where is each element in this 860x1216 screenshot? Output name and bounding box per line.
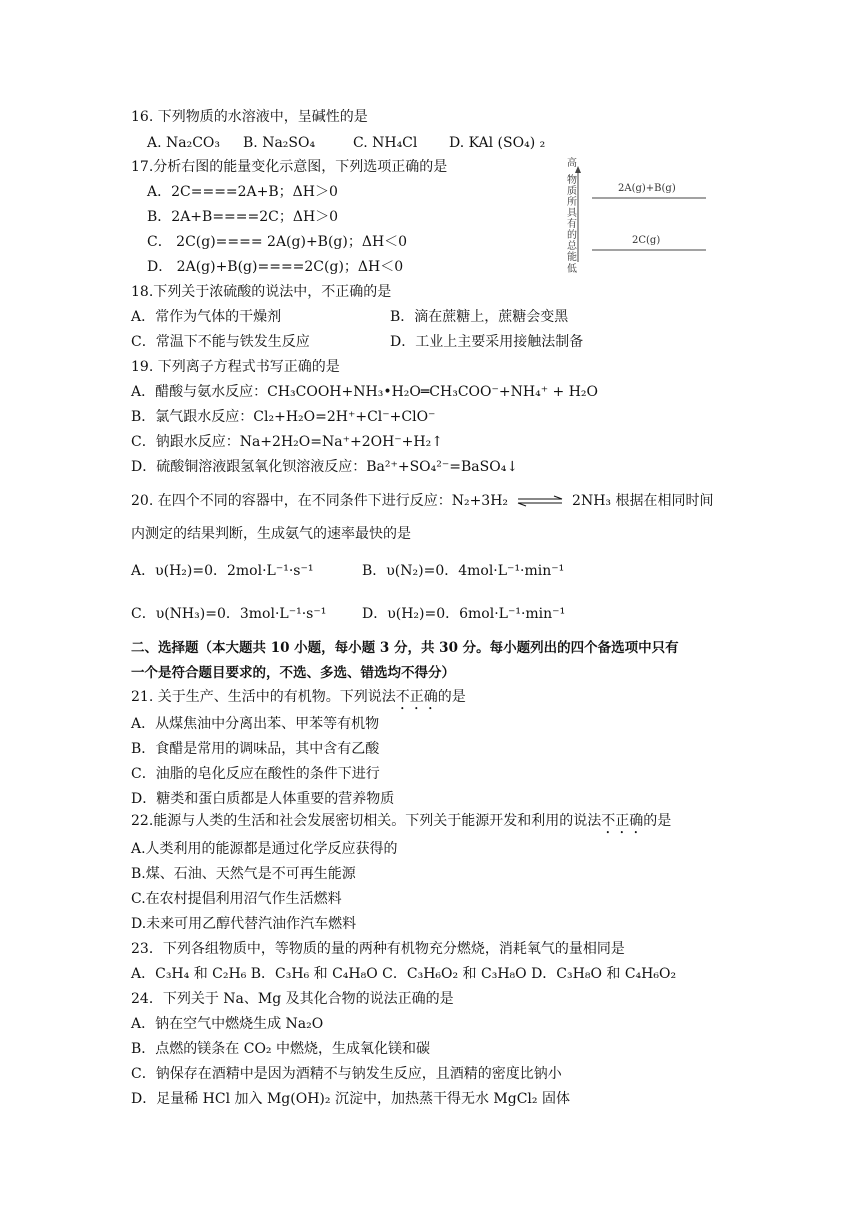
q20-option-b: B．υ(N₂)=0．4mol·L⁻¹·min⁻¹ bbox=[362, 563, 565, 579]
q22-option-d: D.未来可用乙醇代替汽油作汽车燃料 bbox=[131, 916, 357, 932]
q21-emphasis: 不正确 bbox=[395, 689, 438, 705]
q20-stem-part-a: 20. 在四个不同的容器中，在不同条件下进行反应：N₂+3H₂ bbox=[131, 493, 509, 509]
q22-option-b: B.煤、石油、天然气是不可再生能源 bbox=[131, 866, 356, 882]
q20-stem-line1 bbox=[131, 492, 713, 510]
q19-option-a: A．醋酸与氨水反应：CH₃COOH+NH₃•H₂O═CH₃COO⁻+NH₄⁺ + H₂O bbox=[131, 384, 599, 400]
q20-stem-part-b: 2NH₃ 根据在相同时间 bbox=[572, 493, 714, 509]
section2-heading-line2: 一个是符合题目要求的，不选、多选、错选均不得分） bbox=[131, 665, 455, 681]
q18-option-c: C．常温下不能与铁发生反应 bbox=[131, 334, 310, 350]
q19-option-d: D．硫酸铜溶液跟氢氧化钡溶液反应：Ba²⁺+SO₄²⁻=BaSO₄↓ bbox=[131, 459, 519, 475]
q16-option-b: B. Na₂SO₄ bbox=[243, 135, 316, 151]
q18-option-b: B．滴在蔗糖上，蔗糖会变黑 bbox=[390, 309, 569, 325]
q22-option-c: C.在农村提倡利用沼气作生活燃料 bbox=[131, 891, 342, 907]
q17-option-b: B．2A+B====2C；ΔH＞0 bbox=[147, 209, 339, 225]
q20-option-d: D．υ(H₂)=0．6mol·L⁻¹·min⁻¹ bbox=[362, 606, 566, 622]
lower-level-label: 2C(g) bbox=[632, 235, 661, 246]
q22-option-a: A.人类利用的能源都是通过化学反应获得的 bbox=[131, 841, 398, 857]
q24-option-b: B．点燃的镁条在 CO₂ 中燃烧，生成氧化镁和碳 bbox=[131, 1041, 430, 1057]
q17-option-c: C． 2C(g)==== 2A(g)+B(g)；ΔH＜0 bbox=[147, 234, 408, 250]
diagram-axis-text: 物 质 所 具 有 的 总 能 bbox=[567, 175, 577, 263]
q18-option-d: D．工业上主要采用接触法制备 bbox=[390, 334, 584, 350]
q21-option-c: C．油脂的皂化反应在酸性的条件下进行 bbox=[131, 766, 380, 782]
energy-diagram bbox=[560, 158, 720, 278]
q20-option-a: A．υ(H₂)=0．2mol·L⁻¹·s⁻¹ bbox=[131, 563, 314, 579]
q18-option-a: A．常作为气体的干燥剂 bbox=[131, 309, 282, 325]
equilibrium-arrow-icon bbox=[516, 495, 564, 507]
q21-stem: 21. 关于生产、生活中的有机物。下列说法不正确的是 bbox=[131, 689, 466, 705]
q22-emphasis: 不正确 bbox=[601, 813, 644, 829]
q21-option-b: B．食醋是常用的调味品，其中含有乙酸 bbox=[131, 741, 380, 757]
q24-option-a: A．钠在空气中燃烧生成 Na₂O bbox=[131, 1016, 324, 1032]
q22-stem: 22.能源与人类的生活和社会发展密切相关。下列关于能源开发和利用的说法不正确的是 bbox=[131, 813, 672, 829]
q21-option-a: A．从煤焦油中分离出苯、甲苯等有机物 bbox=[131, 716, 380, 732]
diagram-bottom-label: 低 bbox=[567, 264, 577, 275]
q23-options: A．C₃H₄ 和 C₂H₆ B．C₃H₆ 和 C₄H₈O C．C₃H₆O₂ 和 C₃H₈O D．C₃H₈O 和 C₄H₆O₂ bbox=[131, 966, 677, 982]
q23-stem: 23．下列各组物质中，等物质的量的两种有机物充分燃烧，消耗氧气的量相同是 bbox=[131, 941, 625, 957]
q20-option-c: C．υ(NH₃)=0．3mol·L⁻¹·s⁻¹ bbox=[131, 606, 327, 622]
q16-option-c: C. NH₄Cl bbox=[353, 135, 418, 151]
q19-option-c: C．钠跟水反应：Na+2H₂O=Na⁺+2OH⁻+H₂↑ bbox=[131, 434, 443, 450]
section2-heading-line1: 二、选择题（本大题共 10 小题，每小题 3 分，共 30 分。每小题列出的四个备选项中只有 bbox=[131, 640, 679, 656]
q24-stem: 24．下列关于 Na、Mg 及其化合物的说法正确的是 bbox=[131, 991, 454, 1007]
q19-stem: 19. 下列离子方程式书写正确的是 bbox=[131, 359, 340, 375]
diagram-axes bbox=[560, 158, 720, 278]
diagram-top-label: 高 bbox=[567, 158, 577, 169]
q16-stem: 16. 下列物质的水溶液中，呈碱性的是 bbox=[131, 109, 368, 125]
q20-stem-line2: 内测定的结果判断，生成氨气的速率最快的是 bbox=[131, 526, 411, 542]
q16-option-a: A. Na₂CO₃ bbox=[147, 135, 221, 151]
q17-stem: 17.分析右图的能量变化示意图，下列选项正确的是 bbox=[131, 159, 448, 175]
q18-stem: 18.下列关于浓硫酸的说法中，不正确的是 bbox=[131, 284, 392, 300]
q16-option-d: D. KAl (SO₄) ₂ bbox=[449, 135, 546, 151]
q19-option-b: B．氯气跟水反应：Cl₂+H₂O=2H⁺+Cl⁻+ClO⁻ bbox=[131, 409, 436, 425]
upper-level-label: 2A(g)+B(g) bbox=[618, 183, 676, 194]
q21-option-d: D．糖类和蛋白质都是人体重要的营养物质 bbox=[131, 791, 395, 807]
q24-option-d: D．足量稀 HCl 加入 Mg(OH)₂ 沉淀中，加热蒸干得无水 MgCl₂ 固体 bbox=[131, 1091, 570, 1107]
q24-option-c: C．钠保存在酒精中是因为酒精不与钠发生反应，且酒精的密度比钠小 bbox=[131, 1066, 562, 1082]
q17-option-d: D． 2A(g)+B(g)====2C(g)；ΔH＜0 bbox=[147, 259, 404, 275]
q17-option-a: A．2C====2A+B；ΔH＞0 bbox=[147, 184, 338, 200]
